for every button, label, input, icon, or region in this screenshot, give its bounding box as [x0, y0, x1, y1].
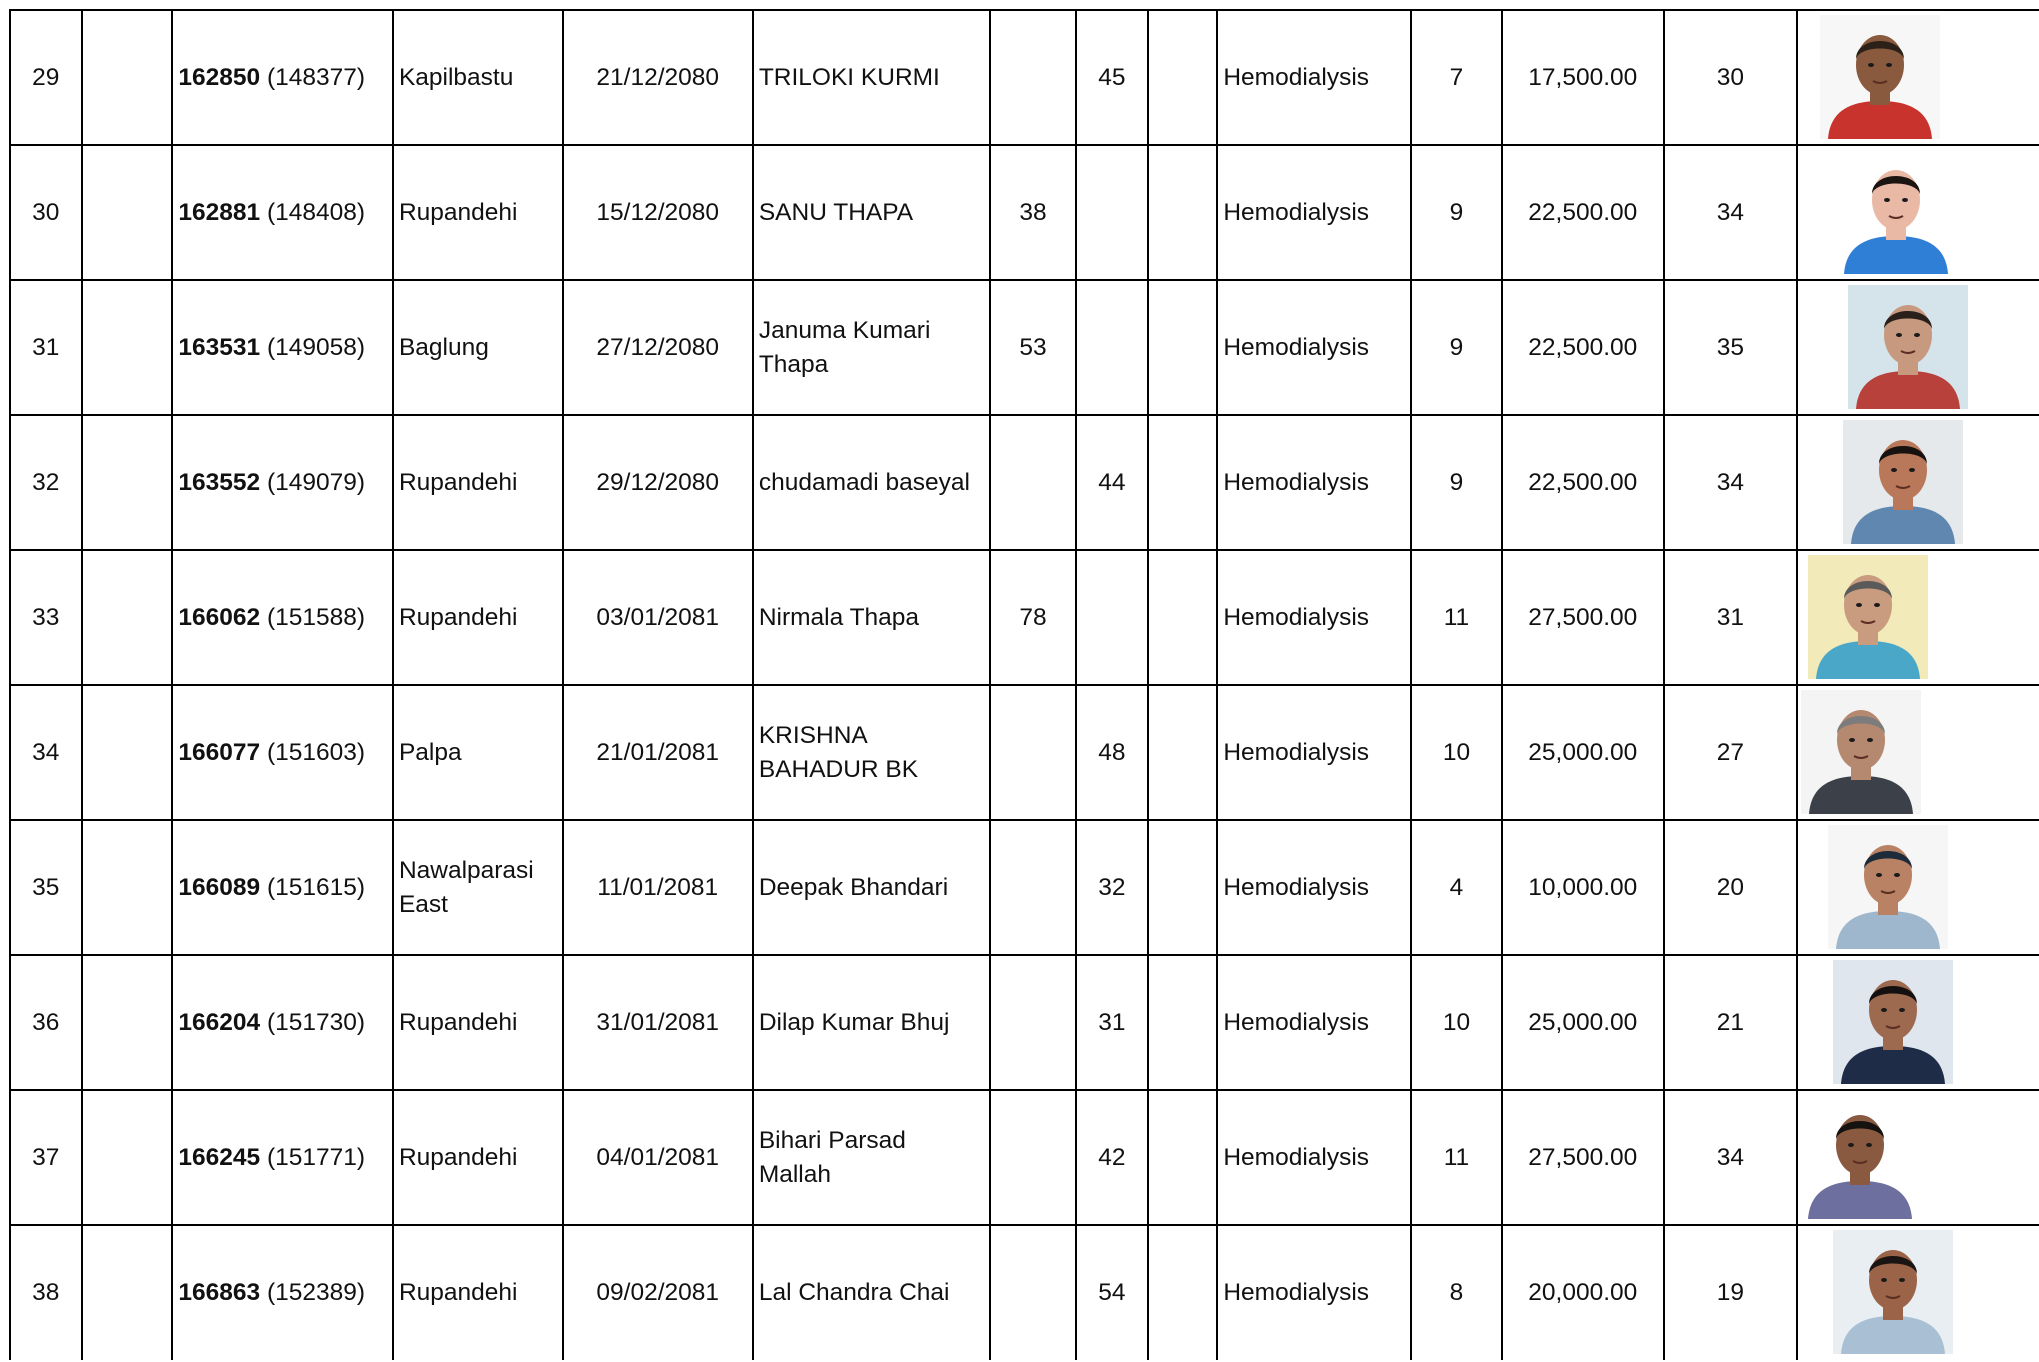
photo-cell	[1797, 685, 2039, 820]
serial-number-cell: 35	[10, 820, 82, 955]
person-portrait-icon	[1800, 1095, 1920, 1219]
record-id: 163531	[178, 333, 261, 361]
age-male-cell: 32	[1076, 820, 1149, 955]
procedure-cell: Hemodialysis	[1217, 1225, 1410, 1360]
age-female-cell	[990, 1225, 1075, 1360]
date-cell: 15/12/2080	[563, 145, 753, 280]
photo-cell	[1797, 820, 2039, 955]
procedure-cell: Hemodialysis	[1217, 685, 1410, 820]
serial-number-cell: 30	[10, 145, 82, 280]
days-cell: 35	[1664, 280, 1798, 415]
blank-cell	[1148, 415, 1217, 550]
person-portrait-icon	[1833, 960, 1953, 1084]
patient-table	[9, 9, 2039, 1360]
patient-name-cell: chudamadi baseyal	[753, 415, 991, 550]
amount-cell: 20,000.00	[1502, 1225, 1663, 1360]
age-female-cell	[990, 1090, 1075, 1225]
session-count-cell: 9	[1411, 280, 1502, 415]
person-portrait-icon	[1820, 15, 1940, 139]
session-count-cell: 11	[1411, 1090, 1502, 1225]
age-male-cell: 48	[1076, 685, 1149, 820]
blank-cell	[1148, 550, 1217, 685]
patient-photo	[1833, 1230, 1953, 1354]
procedure-cell: Hemodialysis	[1217, 145, 1410, 280]
patient-name-cell: Lal Chandra Chai	[753, 1225, 991, 1360]
record-id-cell	[172, 820, 393, 955]
record-id: 163552	[178, 468, 261, 496]
record-ref-id: (149079)	[260, 468, 366, 496]
person-portrait-icon	[1833, 1230, 1953, 1354]
record-ref-id: (151588)	[260, 603, 366, 631]
age-female-cell: 78	[990, 550, 1075, 685]
date-cell: 09/02/2081	[563, 1225, 753, 1360]
age-male-cell: 42	[1076, 1090, 1149, 1225]
patient-photo	[1828, 825, 1948, 949]
age-male-cell	[1076, 550, 1149, 685]
serial-number-cell: 31	[10, 280, 82, 415]
session-count-cell: 10	[1411, 955, 1502, 1090]
age-female-cell: 38	[990, 145, 1075, 280]
record-id: 166089	[178, 873, 261, 901]
district-cell: Kapilbastu	[393, 10, 563, 145]
days-cell: 19	[1664, 1225, 1798, 1360]
record-id-cell	[172, 685, 393, 820]
table-body	[10, 10, 2039, 1360]
amount-cell: 27,500.00	[1502, 550, 1663, 685]
patient-name-cell: SANU THAPA	[753, 145, 991, 280]
photo-cell	[1797, 145, 2039, 280]
photo-cell	[1797, 10, 2039, 145]
record-id: 166245	[178, 1143, 261, 1171]
record-id-cell	[172, 1225, 393, 1360]
person-portrait-icon	[1808, 555, 1928, 679]
amount-cell: 25,000.00	[1502, 685, 1663, 820]
amount-cell: 25,000.00	[1502, 955, 1663, 1090]
district-cell: Rupandehi	[393, 1090, 563, 1225]
photo-cell	[1797, 550, 2039, 685]
patient-photo	[1801, 690, 1921, 814]
blank-cell	[1148, 685, 1217, 820]
age-male-cell: 31	[1076, 955, 1149, 1090]
procedure-cell: Hemodialysis	[1217, 820, 1410, 955]
days-cell: 27	[1664, 685, 1798, 820]
days-cell: 21	[1664, 955, 1798, 1090]
serial-number-cell: 33	[10, 550, 82, 685]
table-row	[10, 955, 2039, 1090]
photo-cell	[1797, 955, 2039, 1090]
blank-cell	[82, 820, 173, 955]
age-female-cell	[990, 685, 1075, 820]
procedure-cell: Hemodialysis	[1217, 280, 1410, 415]
record-id: 166863	[178, 1279, 261, 1306]
record-id: 166077	[178, 738, 261, 766]
blank-cell	[1148, 1090, 1217, 1225]
record-id-cell	[172, 550, 393, 685]
district-cell: Baglung	[393, 280, 563, 415]
procedure-cell: Hemodialysis	[1217, 10, 1410, 145]
record-id-cell	[172, 415, 393, 550]
blank-cell	[82, 145, 173, 280]
date-cell: 31/01/2081	[563, 955, 753, 1090]
date-cell: 29/12/2080	[563, 415, 753, 550]
serial-number-cell: 36	[10, 955, 82, 1090]
blank-cell	[82, 10, 173, 145]
table-row	[10, 415, 2039, 550]
session-count-cell: 4	[1411, 820, 1502, 955]
table-row	[10, 1090, 2039, 1225]
person-portrait-icon	[1848, 285, 1968, 409]
serial-number-cell: 34	[10, 685, 82, 820]
days-cell: 31	[1664, 550, 1798, 685]
blank-cell	[1148, 955, 1217, 1090]
record-id: 162850	[178, 63, 261, 91]
amount-cell: 27,500.00	[1502, 1090, 1663, 1225]
session-count-cell: 11	[1411, 550, 1502, 685]
blank-cell	[1148, 820, 1217, 955]
amount-cell: 22,500.00	[1502, 280, 1663, 415]
patient-name-cell: TRILOKI KURMI	[753, 10, 991, 145]
days-cell: 34	[1664, 1090, 1798, 1225]
date-cell: 21/01/2081	[563, 685, 753, 820]
days-cell: 20	[1664, 820, 1798, 955]
record-id-cell	[172, 1090, 393, 1225]
date-cell: 27/12/2080	[563, 280, 753, 415]
district-cell: Nawalparasi East	[393, 820, 563, 955]
procedure-cell: Hemodialysis	[1217, 415, 1410, 550]
district-cell: Rupandehi	[393, 550, 563, 685]
amount-cell: 17,500.00	[1502, 10, 1663, 145]
age-female-cell	[990, 820, 1075, 955]
photo-cell	[1797, 1225, 2039, 1360]
record-id: 166062	[178, 603, 261, 631]
blank-cell	[82, 1090, 173, 1225]
session-count-cell: 9	[1411, 415, 1502, 550]
amount-cell: 10,000.00	[1502, 820, 1663, 955]
table-row	[10, 685, 2039, 820]
age-female-cell	[990, 415, 1075, 550]
patient-photo	[1808, 555, 1928, 679]
days-cell: 34	[1664, 415, 1798, 550]
record-ref-id: (151771)	[260, 1143, 366, 1171]
age-female-cell: 53	[990, 280, 1075, 415]
record-id: 162881	[178, 198, 261, 226]
age-male-cell	[1076, 145, 1149, 280]
record-id-cell	[172, 10, 393, 145]
days-cell: 34	[1664, 145, 1798, 280]
age-male-cell	[1076, 280, 1149, 415]
district-cell: Rupandehi	[393, 1225, 563, 1360]
person-portrait-icon	[1836, 150, 1956, 274]
blank-cell	[82, 955, 173, 1090]
district-cell: Palpa	[393, 685, 563, 820]
procedure-cell: Hemodialysis	[1217, 550, 1410, 685]
patient-name-cell: Dilap Kumar Bhuj	[753, 955, 991, 1090]
record-ref-id: (148408)	[260, 198, 366, 226]
person-portrait-icon	[1843, 420, 1963, 544]
record-ref-id: (149058)	[260, 333, 366, 361]
session-count-cell: 10	[1411, 685, 1502, 820]
date-cell: 21/12/2080	[563, 10, 753, 145]
blank-cell	[1148, 10, 1217, 145]
age-male-cell: 54	[1076, 1225, 1149, 1360]
procedure-cell: Hemodialysis	[1217, 1090, 1410, 1225]
date-cell: 04/01/2081	[563, 1090, 753, 1225]
age-female-cell	[990, 10, 1075, 145]
district-cell: Rupandehi	[393, 955, 563, 1090]
blank-cell	[82, 1225, 173, 1360]
record-id-cell	[172, 145, 393, 280]
blank-cell	[82, 415, 173, 550]
record-id-cell	[172, 280, 393, 415]
patient-name-cell: Januma Kumari Thapa	[753, 280, 991, 415]
patient-photo	[1800, 1095, 1920, 1219]
photo-cell	[1797, 1090, 2039, 1225]
patient-photo	[1820, 15, 1940, 139]
table-row	[10, 550, 2039, 685]
days-cell: 30	[1664, 10, 1798, 145]
record-id-cell	[172, 955, 393, 1090]
blank-cell	[82, 280, 173, 415]
district-cell: Rupandehi	[393, 145, 563, 280]
serial-number-cell: 29	[10, 10, 82, 145]
session-count-cell: 9	[1411, 145, 1502, 280]
blank-cell	[82, 685, 173, 820]
table-row	[10, 280, 2039, 415]
record-id: 166204	[178, 1008, 261, 1036]
session-count-cell: 8	[1411, 1225, 1502, 1360]
patient-name-cell: Nirmala Thapa	[753, 550, 991, 685]
record-ref-id: (151615)	[260, 873, 366, 901]
age-male-cell: 45	[1076, 10, 1149, 145]
date-cell: 11/01/2081	[563, 820, 753, 955]
age-male-cell: 44	[1076, 415, 1149, 550]
date-cell: 03/01/2081	[563, 550, 753, 685]
age-female-cell	[990, 955, 1075, 1090]
table-row	[10, 820, 2039, 955]
photo-cell	[1797, 280, 2039, 415]
record-ref-id: (151730)	[260, 1008, 366, 1036]
patient-name-cell: Deepak Bhandari	[753, 820, 991, 955]
patient-photo	[1836, 150, 1956, 274]
patient-photo	[1848, 285, 1968, 409]
table-row	[10, 145, 2039, 280]
table-row	[10, 1225, 2039, 1360]
amount-cell: 22,500.00	[1502, 415, 1663, 550]
record-ref-id: (151603)	[260, 738, 366, 766]
record-ref-id: (152389)	[260, 1279, 366, 1306]
session-count-cell: 7	[1411, 10, 1502, 145]
district-cell: Rupandehi	[393, 415, 563, 550]
patient-name-cell: Bihari Parsad Mallah	[753, 1090, 991, 1225]
patient-photo	[1833, 960, 1953, 1084]
serial-number-cell: 37	[10, 1090, 82, 1225]
amount-cell: 22,500.00	[1502, 145, 1663, 280]
blank-cell	[82, 550, 173, 685]
person-portrait-icon	[1828, 825, 1948, 949]
photo-cell	[1797, 415, 2039, 550]
blank-cell	[1148, 280, 1217, 415]
serial-number-cell: 32	[10, 415, 82, 550]
person-portrait-icon	[1801, 690, 1921, 814]
patient-photo	[1843, 420, 1963, 544]
table-row	[10, 10, 2039, 145]
patient-name-cell: KRISHNA BAHADUR BK	[753, 685, 991, 820]
blank-cell	[1148, 145, 1217, 280]
procedure-cell: Hemodialysis	[1217, 955, 1410, 1090]
blank-cell	[1148, 1225, 1217, 1360]
serial-number-cell: 38	[10, 1225, 82, 1360]
record-ref-id: (148377)	[260, 63, 366, 91]
